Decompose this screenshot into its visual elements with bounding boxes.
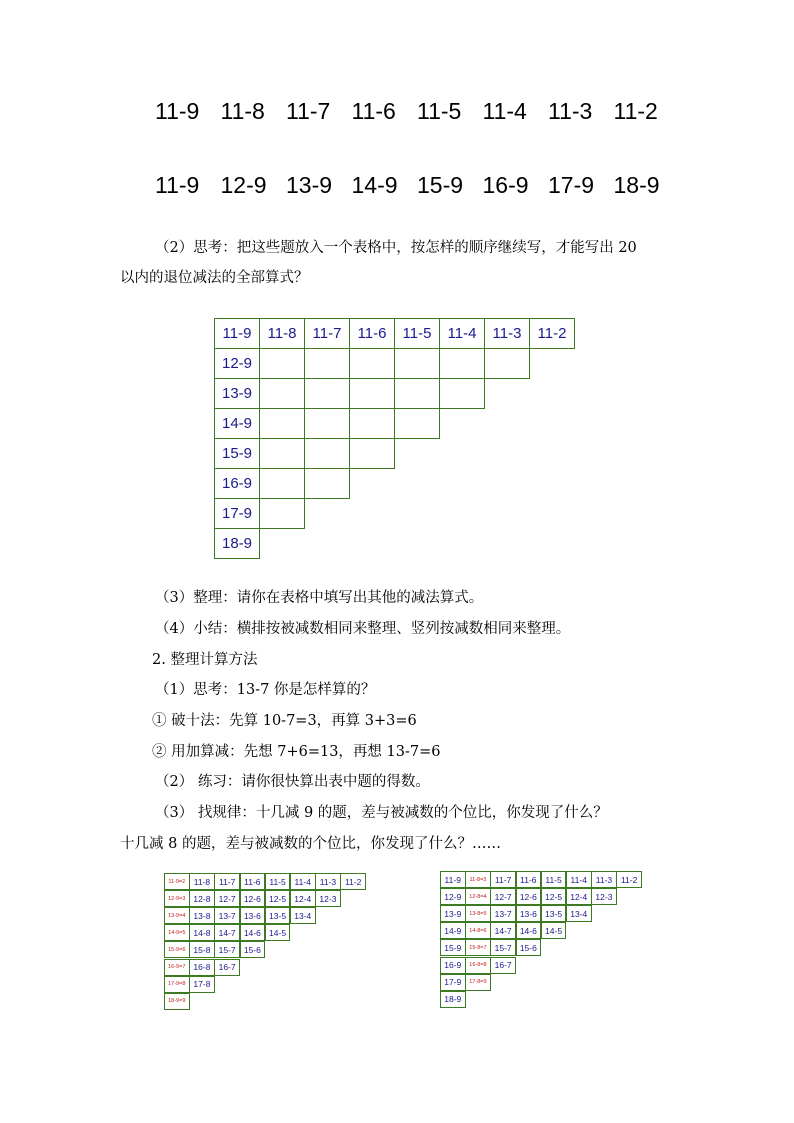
expression-cell: 13-7 [490,905,516,922]
expression-cell: 11-5 [265,873,291,890]
solved-expression-cell: 13-9=4 [164,907,190,924]
solved-expression-cell: 12-9=3 [164,890,190,907]
solved-expression-cell: 16-8=8 [465,957,491,974]
table-empty-cell[interactable] [304,438,350,469]
table-empty-cell[interactable] [439,378,485,409]
expression: 11-7 [286,98,331,124]
expression-cell: 14-8 [189,924,215,941]
table-header-cell: 11-9 [214,318,260,349]
table-empty-cell[interactable] [259,378,305,409]
solved-expression-cell: 11-9=2 [164,873,190,890]
table-empty-cell[interactable] [259,438,305,469]
table-empty-cell[interactable] [349,348,395,379]
expression-cell: 13-5 [541,905,567,922]
expression-cell: 17-8 [189,976,215,993]
expression-cell: 12-4 [566,888,592,905]
organize-instruction: （3）整理：请你在表格中填写出其他的减法算式。 [155,590,484,606]
method-break-ten: ① 破十法：先算 10-7=3，再算 3+3=6 [152,713,417,729]
expression-cell: 12-3 [315,890,341,907]
table-empty-cell[interactable] [349,408,395,439]
expression-cell: 18-9 [440,991,466,1008]
section-heading: 2. 整理计算方法 [152,652,258,668]
table-empty-cell[interactable] [304,408,350,439]
expression: 11-6 [351,98,396,124]
expression-cell: 12-6 [240,890,266,907]
method-add-to-subtract: ② 用加算减：先想 7+6=13，再想 13-7=6 [152,744,441,760]
table-empty-cell[interactable] [304,468,350,499]
expression: 13-9 [286,172,333,198]
expression-cell: 12-7 [214,890,240,907]
pattern-question-9: （3） 找规律：十几减 9 的题，差与被减数的个位比，你发现了什么？ [155,805,608,821]
table-empty-cell[interactable] [439,348,485,379]
expression-row-minuend-11 [155,98,679,125]
expression-cell: 13-6 [240,907,266,924]
table-header-cell: 11-2 [529,318,575,349]
expression: 11-3 [548,98,593,124]
expression-cell: 11-3 [591,871,617,888]
expression-cell: 15-8 [189,941,215,958]
expression: 11-8 [220,98,265,124]
expression-cell: 11-4 [566,871,592,888]
expression-cell: 11-8 [189,873,215,890]
think-question-line1: （2）思考：把这些题放入一个表格中，按怎样的顺序继续写，才能写出 20 [155,240,637,256]
solved-expression-cell: 16-9=7 [164,959,190,976]
table-empty-cell[interactable] [259,348,305,379]
think-13-7: （1）思考：13-7 你是怎样算的？ [155,682,376,698]
expression-cell: 14-6 [516,922,542,939]
solved-expression-cell: 12-8=4 [465,888,491,905]
table-empty-cell[interactable] [484,348,530,379]
expression-cell: 13-5 [265,907,291,924]
expression-cell: 12-6 [516,888,542,905]
table-empty-cell[interactable] [259,408,305,439]
expression-cell: 12-7 [490,888,516,905]
solved-expression-cell: 18-9=9 [164,993,190,1010]
table-empty-cell[interactable] [349,438,395,469]
solved-expression-cell: 14-9=5 [164,924,190,941]
table-header-cell: 11-3 [484,318,530,349]
solved-expression-cell: 17-8=9 [465,974,491,991]
table-row-header-cell: 16-9 [214,468,260,499]
expression-cell: 16-9 [440,957,466,974]
expression-cell: 12-5 [265,890,291,907]
table-empty-cell[interactable] [394,348,440,379]
table-empty-cell[interactable] [304,348,350,379]
solved-expression-cell: 15-9=6 [164,941,190,958]
expression-cell: 13-7 [214,907,240,924]
expression-cell: 13-8 [189,907,215,924]
expression-cell: 14-5 [265,924,291,941]
table-header-cell: 11-5 [394,318,440,349]
expression-cell: 12-4 [290,890,316,907]
table-empty-cell[interactable] [304,378,350,409]
expression: 14-9 [351,172,398,198]
expression-cell: 17-9 [440,974,466,991]
table-header-cell: 11-7 [304,318,350,349]
table-row-header-cell: 12-9 [214,348,260,379]
expression-cell: 13-4 [566,905,592,922]
table-row-header-cell: 14-9 [214,408,260,439]
expression: 11-9 [155,172,200,198]
expression: 11-2 [613,98,658,124]
table-empty-cell[interactable] [394,378,440,409]
expression-cell: 15-7 [214,941,240,958]
expression: 15-9 [417,172,464,198]
table-row-header-cell: 17-9 [214,498,260,529]
expression-cell: 12-5 [541,888,567,905]
expression-row-subtrahend-9 [155,172,679,199]
table-empty-cell[interactable] [349,378,395,409]
expression: 18-9 [613,172,660,198]
expression-cell: 11-7 [490,871,516,888]
expression-cell: 11-2 [340,873,366,890]
expression: 11-9 [155,98,200,124]
expression: 11-5 [417,98,462,124]
expression-cell: 12-3 [591,888,617,905]
expression-cell: 14-9 [440,922,466,939]
table-row-header-cell: 13-9 [214,378,260,409]
expression-cell: 11-9 [440,871,466,888]
table-empty-cell[interactable] [394,408,440,439]
expression-cell: 13-9 [440,905,466,922]
expression-cell: 12-9 [440,888,466,905]
solved-table-minus-9 [164,873,366,1011]
expression-cell: 11-6 [240,873,266,890]
table-row-header-cell: 18-9 [214,528,260,559]
pattern-question-8: 十几减 8 的题，差与被减数的个位比，你发现了什么？…… [120,836,501,852]
expression-cell: 14-6 [240,924,266,941]
table-header-cell: 11-6 [349,318,395,349]
expression-cell: 16-7 [490,957,516,974]
expression-cell: 11-6 [516,871,542,888]
practice-text: （2） 练习：请你很快算出表中题的得数。 [155,774,430,790]
subtraction-table [214,318,579,567]
expression-cell: 11-2 [616,871,642,888]
expression-cell: 11-4 [290,873,316,890]
expression-cell: 14-7 [214,924,240,941]
expression: 11-4 [482,98,527,124]
expression-cell: 15-9 [440,939,466,956]
solved-expression-cell: 15-8=7 [465,939,491,956]
expression-cell: 11-5 [541,871,567,888]
table-empty-cell[interactable] [259,498,305,529]
solved-expression-cell: 14-8=6 [465,922,491,939]
expression: 16-9 [482,172,529,198]
expression-cell: 16-8 [189,959,215,976]
table-empty-cell[interactable] [259,468,305,499]
expression-cell: 14-7 [490,922,516,939]
expression-cell: 11-3 [315,873,341,890]
solved-expression-cell: 13-8=5 [465,905,491,922]
solved-expression-cell: 11-8=3 [465,871,491,888]
expression: 12-9 [220,172,267,198]
solved-table-minus-8 [440,871,644,1011]
think-question-line2: 以内的退位减法的全部算式？ [120,270,309,286]
expression-cell: 12-8 [189,890,215,907]
expression: 17-9 [548,172,595,198]
table-row-header-cell: 15-9 [214,438,260,469]
expression-cell: 13-6 [516,905,542,922]
table-header-cell: 11-4 [439,318,485,349]
expression-cell: 11-7 [214,873,240,890]
solved-expression-cell: 17-9=8 [164,976,190,993]
expression-cell: 13-4 [290,907,316,924]
table-header-cell: 11-8 [259,318,305,349]
expression-cell: 15-6 [516,939,542,956]
summary-text: （4）小结：横排按被减数相同来整理、竖列按减数相同来整理。 [155,621,571,637]
expression-cell: 15-6 [240,941,266,958]
expression-cell: 14-5 [541,922,567,939]
expression-cell: 15-7 [490,939,516,956]
expression-cell: 16-7 [214,959,240,976]
